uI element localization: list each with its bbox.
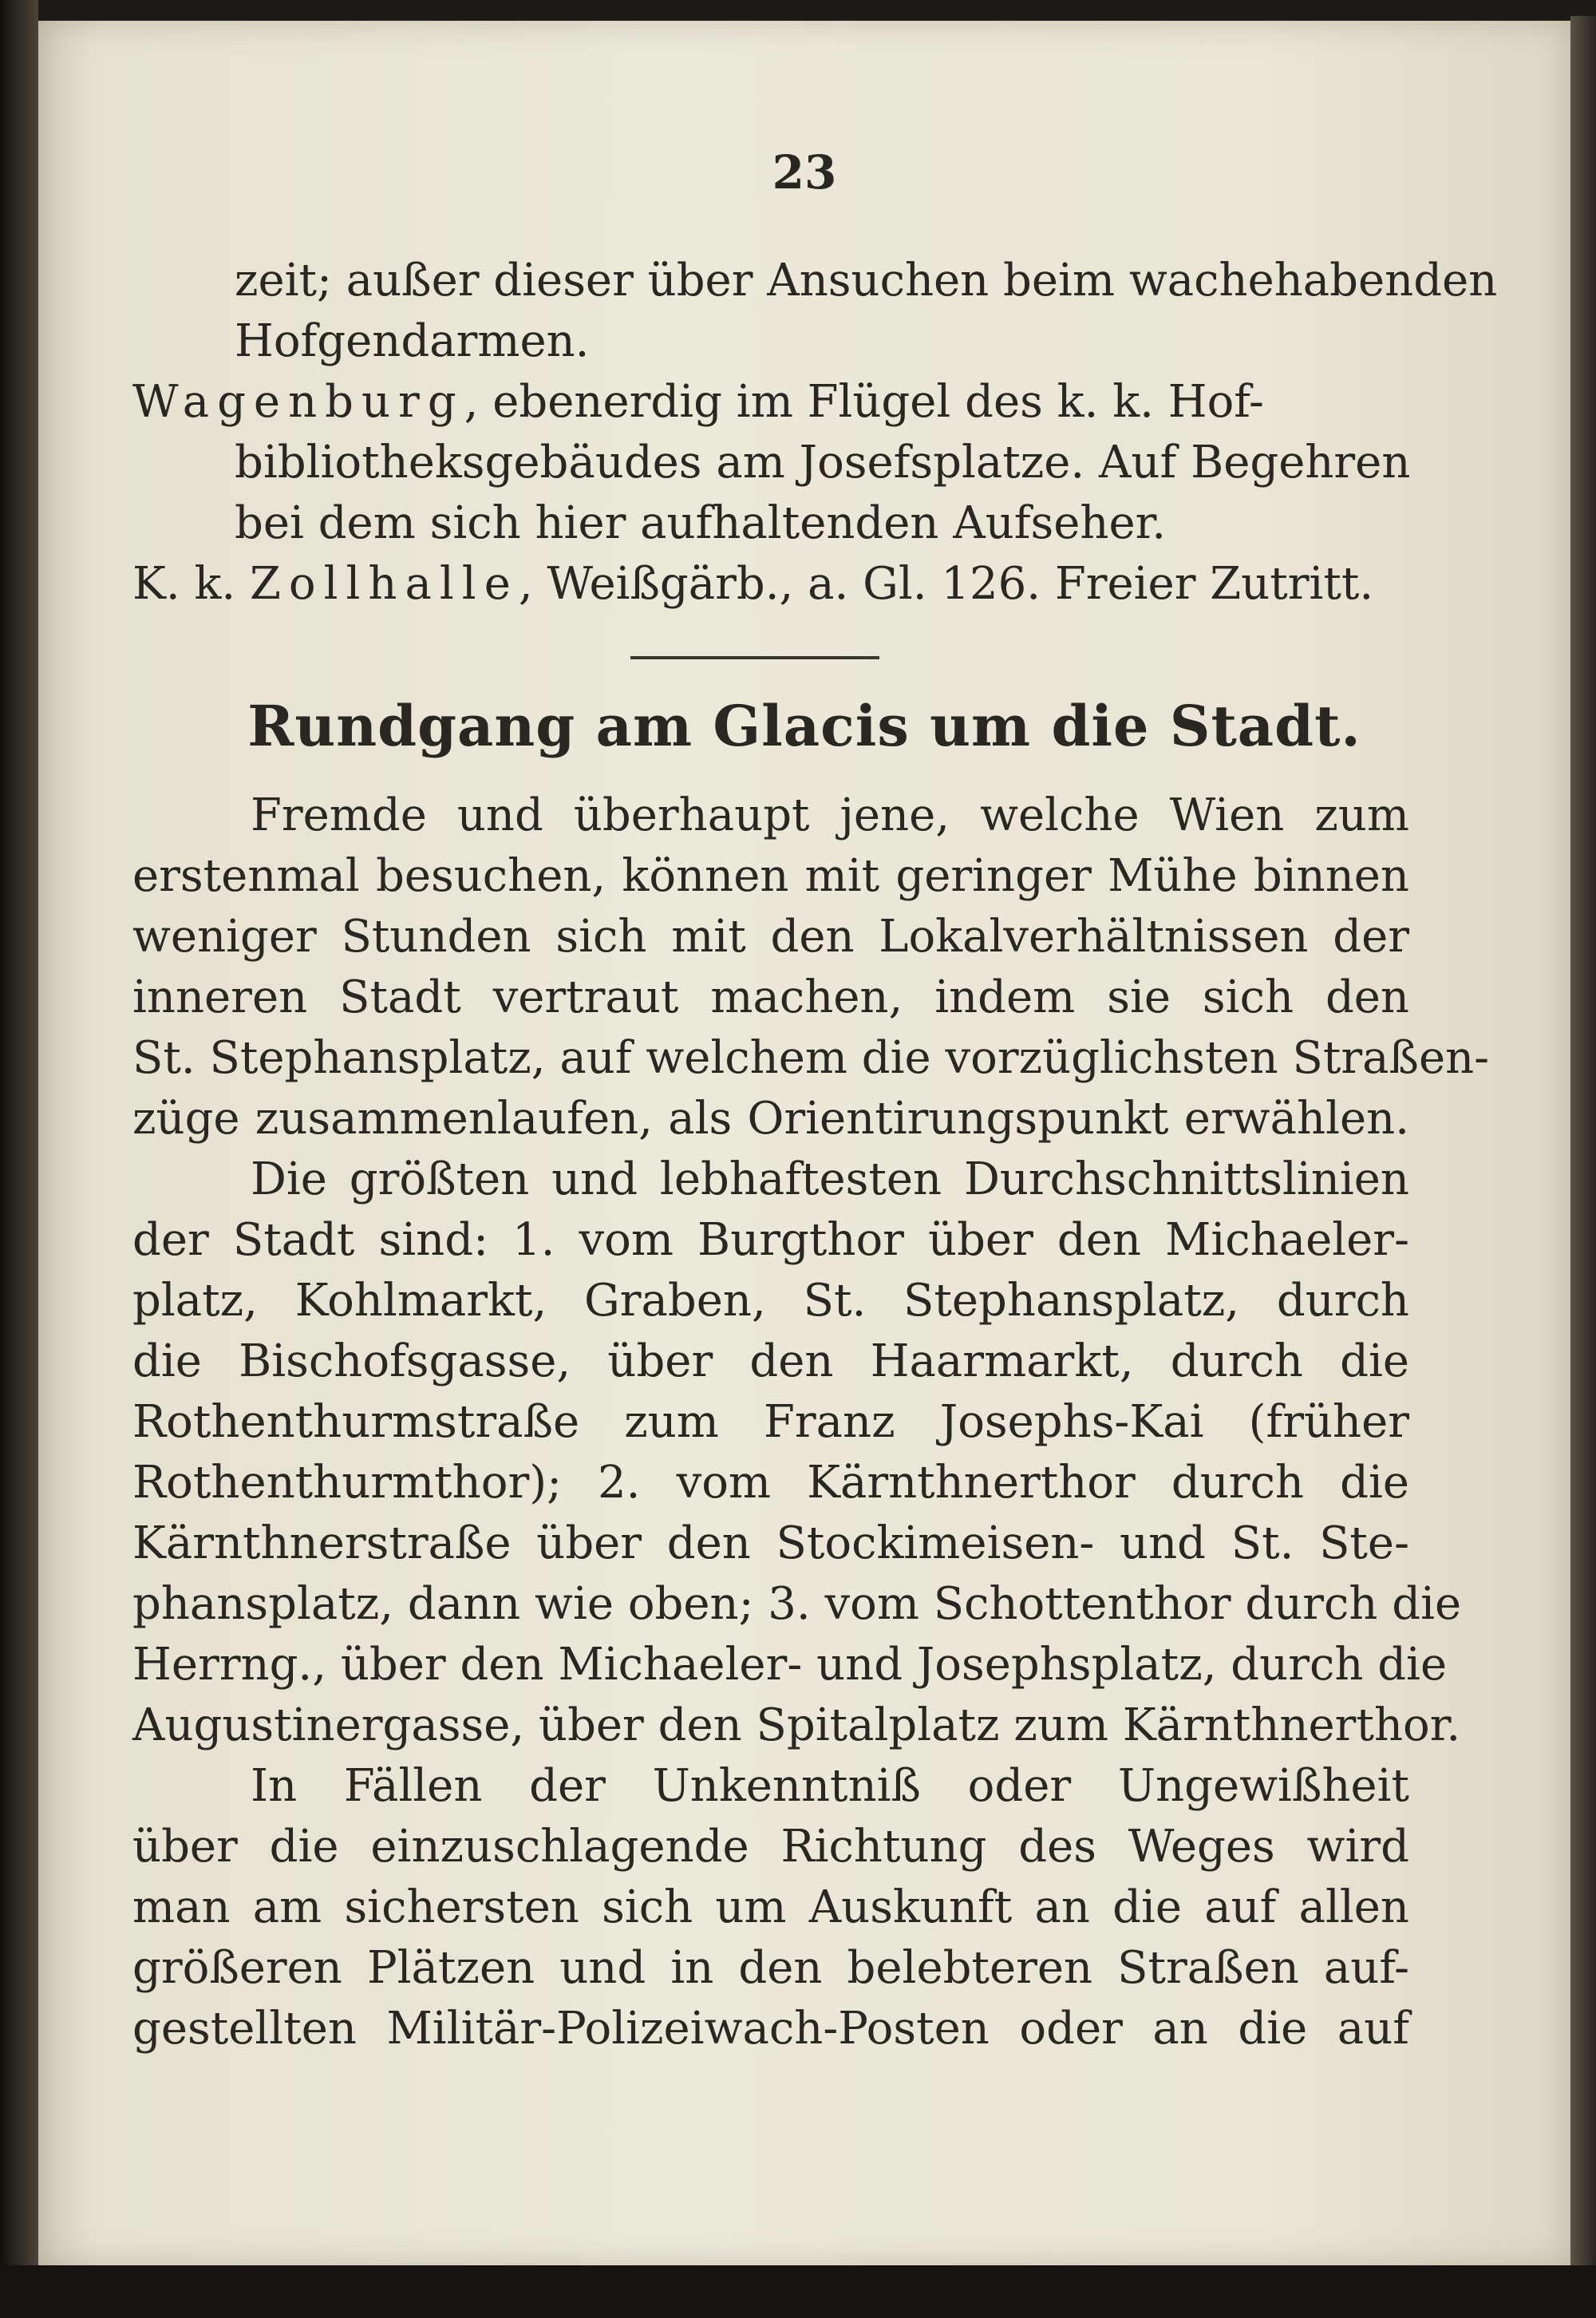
text-line: platz, Kohlmarkt, Graben, St. Stephansplatz, durch <box>132 1275 1409 1327</box>
text-line: In Fällen der Unkenntniß oder Ungewißheit <box>251 1760 1409 1812</box>
text-line: Augustinergasse, über den Spitalplatz zum Kärnthnerthor. <box>132 1699 1461 1751</box>
text-line: bei dem sich hier aufhaltenden Aufseher. <box>235 497 1167 549</box>
entry-first-line <box>132 372 1409 433</box>
page-fore-edge <box>1570 16 1596 2275</box>
section-divider <box>630 656 879 659</box>
text-line: inneren Stadt vertraut machen, indem sie sich den <box>132 971 1409 1023</box>
text-line: bibliotheksgebäudes am Josefsplatze. Auf Begehren <box>235 437 1411 489</box>
text-line: Kärnthnerstraße über den Stockimeisen- und St. Ste- <box>132 1517 1409 1569</box>
text-line: größeren Plätzen und in den belebteren Straßen auf- <box>132 1942 1409 1994</box>
text-line: die Bischofsgasse, über den Haarmarkt, durch die <box>132 1335 1409 1387</box>
text-line: weniger Stunden sich mit den Lokalverhältnissen der <box>132 911 1409 963</box>
text-line: man am sichersten sich um Auskunft an die auf allen <box>132 1881 1409 1933</box>
text-line: Rothenthurmstraße zum Franz Josephs-Kai (früher <box>132 1396 1409 1448</box>
text-line: der Stadt sind: 1. vom Burgthor über den Michaeler- <box>132 1214 1409 1266</box>
entry-name: Zollhalle <box>249 558 519 610</box>
text-line: züge zusammenlaufen, als Orientirungspunkt erwählen. <box>132 1093 1409 1145</box>
page-sheet <box>38 21 1570 2265</box>
text-line: über die einzuschlagende Richtung des Weges wird <box>132 1821 1409 1873</box>
text-line: Rothenthurmthor); 2. vom Kärnthnerthor durch die <box>132 1457 1409 1509</box>
text-line: zeit; außer dieser über Ansuchen beim wachehabenden <box>235 255 1498 307</box>
page-number: 23 <box>772 145 837 200</box>
text-line: , ebenerdig im Flügel des k. k. Hof- <box>464 376 1264 428</box>
entry-prefix: K. k. <box>132 558 250 610</box>
page-bottom-edge <box>0 2265 1596 2318</box>
section-title: Rundgang am Glacis um die Stadt. <box>247 693 1361 759</box>
entry-first-line <box>132 554 1409 615</box>
text-line: Hofgendarmen. <box>235 315 590 367</box>
text-line: erstenmal besuchen, können mit geringer Mühe binnen <box>132 850 1409 902</box>
text-line: Herrng., über den Michaeler- und Josephsplatz, durch die <box>132 1639 1448 1691</box>
text-line: gestellten Militär-Polizeiwach-Posten oder an die auf <box>132 2003 1409 2055</box>
text-line: phansplatz, dann wie oben; 3. vom Schottenthor durch die <box>132 1578 1462 1630</box>
text-line: Fremde und überhaupt jene, welche Wien zum <box>251 789 1409 841</box>
entry-name: Wagenburg <box>132 376 464 428</box>
text-line: St. Stephansplatz, auf welchem die vorzüglichsten Straßen- <box>132 1032 1490 1084</box>
text-line: Die größten und lebhaftesten Durchschnittslinien <box>251 1153 1409 1205</box>
book-spine <box>0 0 38 2318</box>
text-line: , Weißgärb., a. Gl. 126. Freier Zutritt. <box>518 558 1374 610</box>
